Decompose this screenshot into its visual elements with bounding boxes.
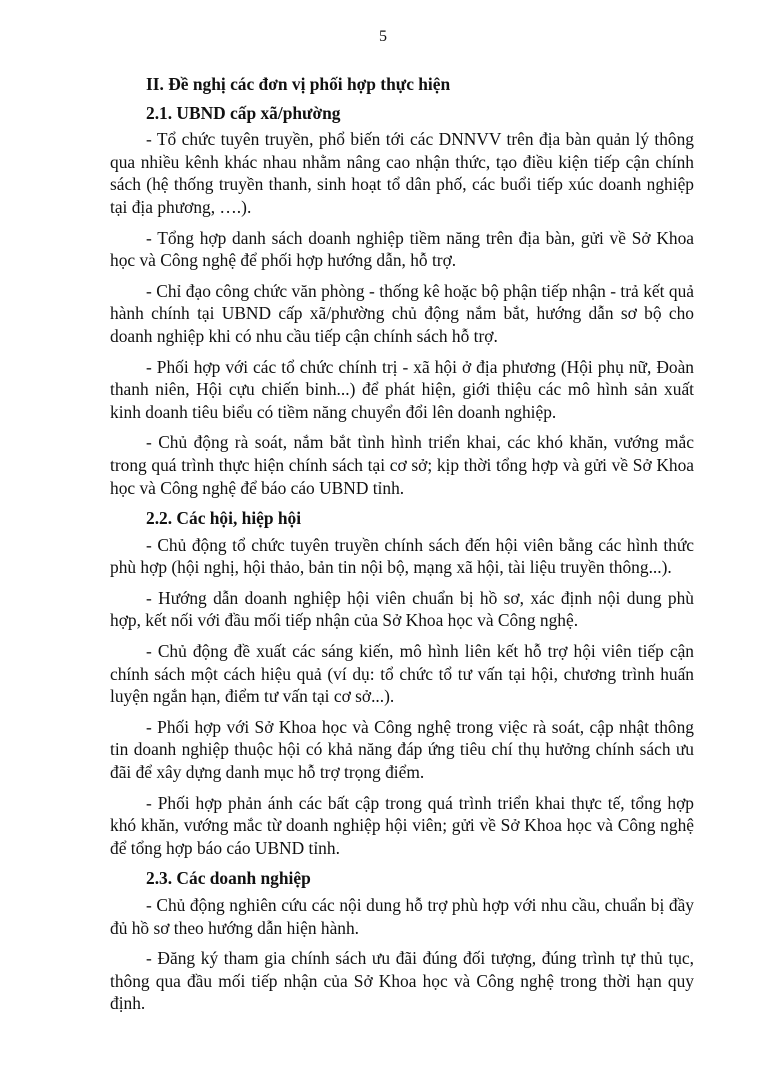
subsection-title: 2.2. Các hội, hiệp hội (146, 508, 302, 529)
paragraph: - Phối hợp phản ánh các bất cập trong quá trình triển khai thực tế, tổng hợp khó khăn, vướng mắc từ doanh nghiệp hội viên; gửi về Sở Khoa học và Công nghệ để tổng hợp báo cáo UBND tỉnh. (110, 792, 694, 858)
paragraph: - Chỉ đạo công chức văn phòng - thống kê hoặc bộ phận tiếp nhận - trả kết quả hành chính tại UBND cấp xã/phường chủ động nắm bắt, hướng dẫn sơ bộ cho doanh nghiệp khi có nhu cầu tiếp cận chính sách hỗ trợ. (110, 280, 694, 346)
subsection-title: 2.1. UBND cấp xã/phường (146, 102, 341, 123)
document-body (110, 70, 694, 1023)
paragraph: - Hướng dẫn doanh nghiệp hội viên chuẩn bị hồ sơ, xác định nội dung phù hợp, kết nối với đầu mối tiếp nhận của Sở Khoa học và Công nghệ. (110, 587, 694, 631)
section-title: II. Đề nghị các đơn vị phối hợp thực hiện (146, 74, 451, 94)
paragraph: - Chủ động rà soát, nắm bắt tình hình triển khai, các khó khăn, vướng mắc trong quá trình thực hiện chính sách tại cơ sở; kịp thời tổng hợp và gửi về Sở Khoa học và Công nghệ để báo cáo UBND tỉnh. (110, 432, 694, 498)
subsection-title: 2.3. Các doanh nghiệp (146, 868, 311, 889)
paragraph: - Chủ động đề xuất các sáng kiến, mô hình liên kết hỗ trợ hội viên tiếp cận chính sách một cách hiệu quả (ví dụ: tổ chức tổ tư vấn tại hội, chương trình huấn luyện ngắn hạn, điểm tư vấn tại cơ sở...). (110, 641, 694, 707)
paragraph: - Chủ động nghiên cứu các nội dung hỗ trợ phù hợp với nhu cầu, chuẩn bị đầy đủ hồ sơ theo hướng dẫn hiện hành. (110, 895, 694, 938)
paragraph: - Phối hợp với các tổ chức chính trị - xã hội ở địa phương (Hội phụ nữ, Đoàn thanh niên, Hội cựu chiến binh...) để phát hiện, giới thiệu các mô hình sản xuất kinh doanh tiêu biểu có tiềm năng chuyển đổi lên doanh nghiệp. (110, 356, 694, 422)
page-number: 5 (379, 28, 387, 45)
paragraph: - Đăng ký tham gia chính sách ưu đãi đúng đối tượng, đúng trình tự thủ tục, thông qua đầu mối tiếp nhận của Sở Khoa học và Công nghệ trong thời hạn quy định. (110, 948, 694, 1014)
paragraph: - Chủ động tổ chức tuyên truyền chính sách đến hội viên bằng các hình thức phù hợp (hội nghị, hội thảo, bản tin nội bộ, mạng xã hội, tài liệu truyền thông...). (110, 534, 694, 578)
paragraph: - Tổ chức tuyên truyền, phổ biến tới các DNNVV trên địa bàn quản lý thông qua nhiều kênh khác nhau nhằm nâng cao nhận thức, tạo điều kiện tiếp cận chính sách (hệ thống truyền thanh, sinh hoạt tổ dân phố, các buổi tiếp xúc doanh nghiệp tại địa phương, ….). (110, 129, 694, 217)
paragraph: - Phối hợp với Sở Khoa học và Công nghệ trong việc rà soát, cập nhật thông tin doanh nghiệp thuộc hội có khả năng đáp ứng tiêu chí thụ hưởng chính sách ưu đãi để xây dựng danh mục hỗ trợ trọng điểm. (110, 716, 694, 783)
paragraph: - Tổng hợp danh sách doanh nghiệp tiềm năng trên địa bàn, gửi về Sở Khoa học và Công nghệ để phối hợp hướng dẫn, hỗ trợ. (110, 227, 694, 271)
